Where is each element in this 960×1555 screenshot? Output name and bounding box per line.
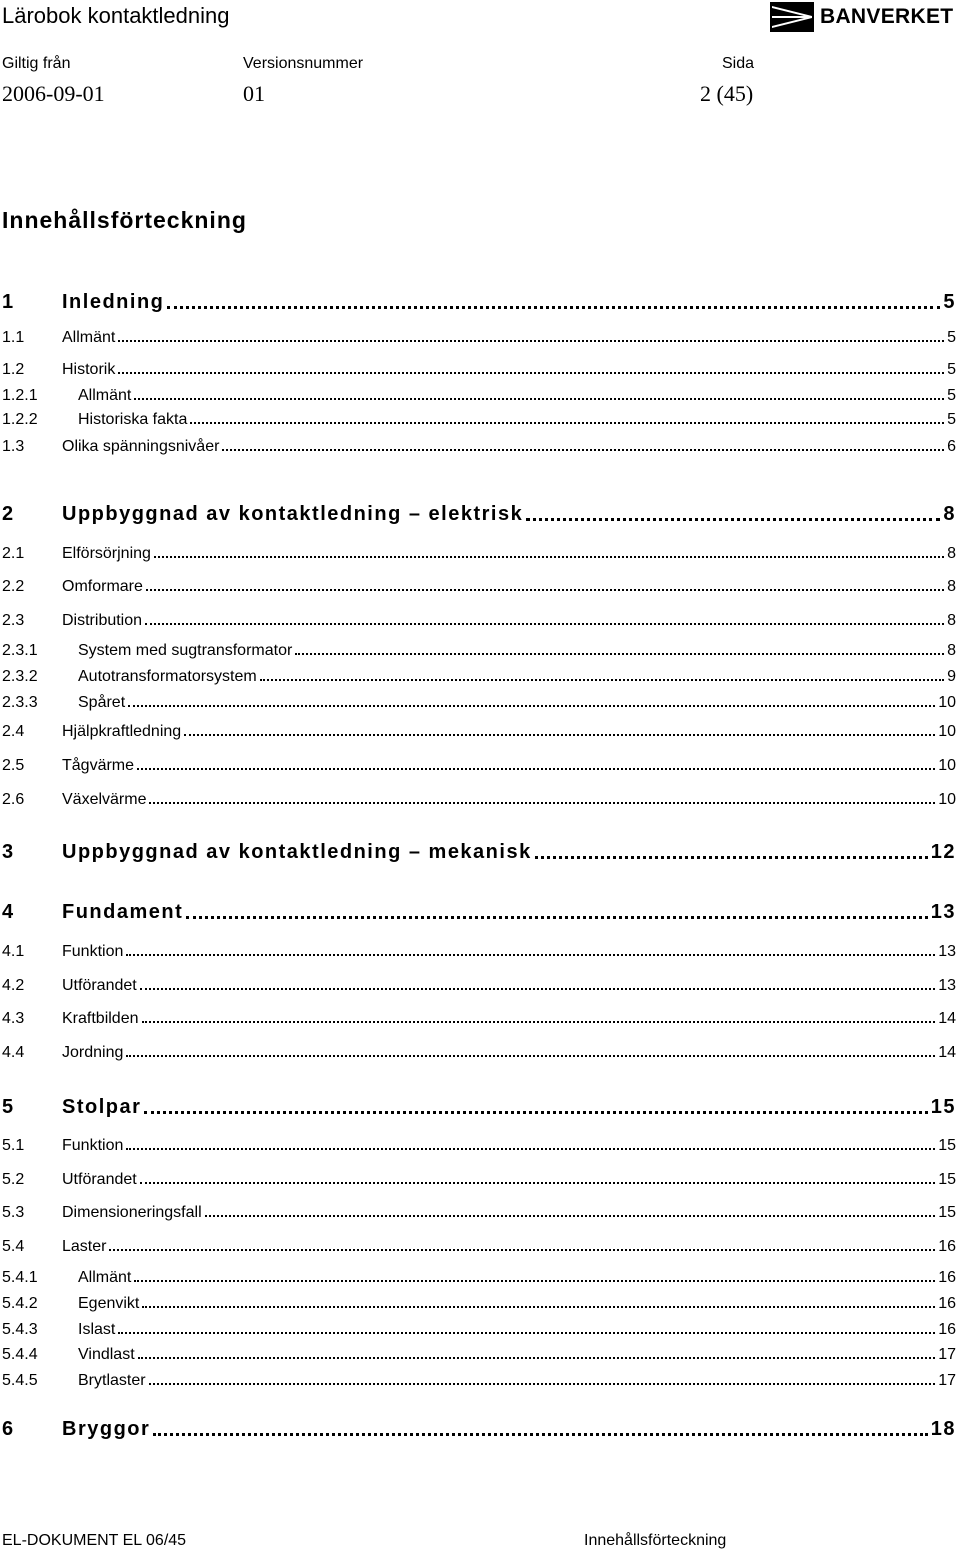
toc-entry-number: 2	[2, 503, 15, 525]
toc-entry-title: Historiska fakta	[78, 411, 188, 428]
toc-entry-number: 2.3	[2, 612, 25, 629]
toc-dot-leader	[184, 734, 935, 736]
toc-entry-page: 5	[947, 387, 956, 404]
toc-dot-leader	[222, 449, 944, 451]
toc-entry[interactable]	[0, 1413, 956, 1441]
toc-entry-number: 4	[2, 901, 15, 923]
toc-entry-number: 2.3.1	[2, 642, 38, 659]
toc-entry-page: 16	[938, 1321, 956, 1338]
toc-entry-number: 5.4.1	[2, 1269, 38, 1286]
toc-dot-leader	[137, 768, 935, 770]
toc-entry-page: 8	[947, 578, 956, 595]
toc-dot-leader	[140, 988, 935, 990]
toc-entry-page: 13	[938, 977, 956, 994]
toc-dot-leader	[145, 623, 944, 625]
toc-dot-leader	[134, 1280, 935, 1282]
toc-entry[interactable]	[0, 1006, 956, 1028]
toc-dot-leader	[149, 1383, 936, 1385]
toc-entry-page: 13	[930, 901, 956, 923]
toc-entry[interactable]	[0, 608, 956, 630]
toc-entry-title: Brytlaster	[78, 1372, 146, 1389]
toc-entry-title: Utförandet	[62, 977, 137, 994]
toc-entry-number: 2.4	[2, 723, 25, 740]
toc-entry-number: 2.6	[2, 791, 25, 808]
toc-entry-page: 15	[930, 1096, 956, 1118]
toc-entry-title: Allmänt	[78, 387, 132, 404]
toc-entry[interactable]	[0, 574, 956, 596]
toc-entry[interactable]	[0, 1342, 956, 1364]
toc-entry[interactable]	[0, 1133, 956, 1155]
toc-dot-leader	[260, 679, 944, 681]
toc-entry-page: 5	[947, 329, 956, 346]
toc-dot-leader	[142, 1021, 936, 1023]
toc-entry-number: 1.3	[2, 438, 25, 455]
toc-entry[interactable]	[0, 1265, 956, 1287]
toc-entry-title: Kraftbilden	[62, 1010, 139, 1027]
toc-entry-title: Historik	[62, 361, 116, 378]
toc-entry-title: Uppbyggnad av kontaktledning – elektrisk	[62, 503, 524, 525]
toc-entry[interactable]	[0, 1368, 956, 1390]
toc-entry-page: 10	[938, 757, 956, 774]
toc-entry-title: Laster	[62, 1238, 107, 1255]
toc-entry-title: Allmänt	[62, 329, 116, 346]
toc-entry-number: 1.2	[2, 361, 25, 378]
toc-entry[interactable]	[0, 753, 956, 775]
toc-dot-leader	[153, 1433, 927, 1436]
toc-entry-title: Uppbyggnad av kontaktledning – mekanisk	[62, 841, 532, 863]
toc-dot-leader	[205, 1215, 936, 1217]
toc-entry[interactable]	[0, 1291, 956, 1313]
toc-entry-title: Olika spänningsnivåer	[62, 438, 220, 455]
banverket-logo-icon	[770, 2, 814, 32]
toc-entry[interactable]	[0, 1091, 956, 1119]
toc-entry-page: 18	[930, 1418, 956, 1440]
toc-entry-page: 8	[947, 642, 956, 659]
toc-entry[interactable]	[0, 939, 956, 961]
toc-entry[interactable]	[0, 719, 956, 741]
toc-entry-number: 6	[2, 1418, 15, 1440]
toc-entry[interactable]	[0, 1234, 956, 1256]
toc-entry-title: Autotransformatorsystem	[78, 668, 257, 685]
toc-entry-title: Funktion	[62, 943, 124, 960]
toc-entry[interactable]	[0, 1040, 956, 1062]
toc-entry-title: Allmänt	[78, 1269, 132, 1286]
toc-entry-page: 13	[938, 943, 956, 960]
toc-entry[interactable]	[0, 407, 956, 429]
toc-entry-number: 5.4	[2, 1238, 25, 1255]
toc-dot-leader	[190, 422, 944, 424]
toc-entry-page: 10	[938, 791, 956, 808]
toc-entry[interactable]	[0, 787, 956, 809]
toc-dot-leader	[149, 802, 935, 804]
toc-entry-title: Jordning	[62, 1044, 124, 1061]
toc-dot-leader	[109, 1249, 935, 1251]
toc-entry-title: Elförsörjning	[62, 545, 151, 562]
toc-entry-page: 9	[947, 668, 956, 685]
toc-entry-number: 4.2	[2, 977, 25, 994]
toc-dot-leader	[295, 653, 944, 655]
toc-dot-leader	[144, 1111, 927, 1114]
toc-entry[interactable]	[0, 1167, 956, 1189]
version-label: Versionsnummer	[243, 55, 364, 72]
toc-entry[interactable]	[0, 434, 956, 456]
valid-from-value: 2006-09-01	[2, 81, 105, 106]
toc-dot-leader	[526, 518, 940, 521]
toc-entry-page: 6	[947, 438, 956, 455]
toc-entry-page: 16	[938, 1238, 956, 1255]
toc-dot-leader	[140, 1182, 935, 1184]
toc-entry-number: 2.2	[2, 578, 25, 595]
toc-dot-leader	[142, 1306, 935, 1308]
toc-entry-page: 5	[947, 361, 956, 378]
toc-entry-number: 5	[2, 1096, 15, 1118]
toc-entry-number: 1.2.2	[2, 411, 38, 428]
toc-entry-page: 14	[938, 1010, 956, 1027]
toc-entry[interactable]	[0, 664, 956, 686]
toc-entry-title: Omformare	[62, 578, 143, 595]
toc-entry[interactable]	[0, 836, 956, 864]
logo-text: BANVERKET	[820, 5, 954, 28]
toc-entry-number: 2.5	[2, 757, 25, 774]
toc-entry-number: 5.2	[2, 1171, 25, 1188]
toc-entry-number: 2.3.3	[2, 694, 38, 711]
toc-dot-leader	[134, 398, 944, 400]
toc-entry-number: 3	[2, 841, 15, 863]
toc-entry[interactable]	[0, 357, 956, 379]
toc-entry-number: 1.1	[2, 329, 25, 346]
toc-entry-title: Distribution	[62, 612, 143, 629]
toc-dot-leader	[118, 340, 944, 342]
toc-entry[interactable]	[0, 541, 956, 563]
toc-entry-title: Hjälpkraftledning	[62, 723, 182, 740]
toc-dot-leader	[535, 856, 928, 859]
banverket-logo	[770, 2, 954, 32]
toc-entry[interactable]	[0, 896, 956, 924]
toc-entry-number: 2.3.2	[2, 668, 38, 685]
footer-document-id: EL-DOKUMENT EL 06/45	[2, 1532, 187, 1549]
toc-entry-page: 8	[947, 545, 956, 562]
toc-entry-page: 15	[938, 1171, 956, 1188]
toc-entry[interactable]	[0, 498, 956, 526]
toc-entry-title: Spåret	[78, 694, 126, 711]
toc-entry-title: Vindlast	[78, 1346, 135, 1363]
toc-entry[interactable]	[0, 690, 956, 712]
toc-entry-title: Stolpar	[62, 1096, 142, 1118]
toc-dot-leader	[118, 1332, 935, 1334]
toc-entry-number: 5.4.5	[2, 1372, 38, 1389]
toc-dot-leader	[167, 306, 940, 309]
toc-entry-title: Tågvärme	[62, 757, 135, 774]
toc-entry[interactable]	[0, 286, 956, 314]
toc-entry-page: 17	[938, 1346, 956, 1363]
toc-heading: Innehållsförteckning	[2, 207, 247, 233]
toc-entry-number: 4.1	[2, 943, 25, 960]
toc-entry-title: Inledning	[62, 291, 165, 313]
toc-entry-page: 15	[938, 1137, 956, 1154]
toc-entry-number: 1	[2, 291, 15, 313]
toc-entry-page: 12	[930, 841, 956, 863]
toc-entry-page: 5	[943, 291, 956, 313]
page-value: 2 (45)	[700, 81, 754, 106]
toc-entry-number: 5.1	[2, 1137, 25, 1154]
toc-entry-page: 10	[938, 694, 956, 711]
toc-entry[interactable]	[0, 1317, 956, 1339]
toc-entry-page: 10	[938, 723, 956, 740]
toc-entry-page: 16	[938, 1269, 956, 1286]
toc-entry-number: 4.4	[2, 1044, 25, 1061]
toc-dot-leader	[186, 916, 927, 919]
toc-entry-title: Växelvärme	[62, 791, 147, 808]
toc-entry-number: 5.4.4	[2, 1346, 38, 1363]
version-value: 01	[243, 81, 265, 106]
toc-entry[interactable]	[0, 638, 956, 660]
toc-entry[interactable]	[0, 1200, 956, 1222]
toc-entry-page: 17	[938, 1372, 956, 1389]
toc-entry-page: 8	[943, 503, 956, 525]
toc-dot-leader	[126, 954, 935, 956]
toc-entry-title: Dimensioneringsfall	[62, 1204, 202, 1221]
toc-dot-leader	[138, 1357, 936, 1359]
toc-dot-leader	[154, 556, 944, 558]
toc-dot-leader	[118, 372, 944, 374]
toc-entry-title: Fundament	[62, 901, 184, 923]
page-label: Sida	[722, 55, 755, 72]
toc-dot-leader	[128, 705, 935, 707]
toc-entry-title: Funktion	[62, 1137, 124, 1154]
toc-entry[interactable]	[0, 383, 956, 405]
toc-entry-number: 1.2.1	[2, 387, 38, 404]
toc-entry[interactable]	[0, 325, 956, 347]
toc-dot-leader	[126, 1055, 935, 1057]
toc-entry-number: 5.4.3	[2, 1321, 38, 1338]
toc-entry-page: 8	[947, 612, 956, 629]
valid-from-label: Giltig från	[2, 55, 71, 72]
toc-entry[interactable]	[0, 973, 956, 995]
toc-entry-number: 4.3	[2, 1010, 25, 1027]
toc-entry-page: 16	[938, 1295, 956, 1312]
toc-entry-page: 5	[947, 411, 956, 428]
toc-dot-leader	[126, 1148, 935, 1150]
toc-entry-title: Utförandet	[62, 1171, 137, 1188]
toc-entry-title: System med sugtransformator	[78, 642, 293, 659]
toc-entry-page: 15	[938, 1204, 956, 1221]
footer-section-name: Innehållsförteckning	[584, 1532, 727, 1549]
toc-entry-title: Bryggor	[62, 1418, 151, 1440]
toc-entry-title: Egenvikt	[78, 1295, 140, 1312]
document-title: Lärobok kontaktledning	[2, 3, 230, 28]
toc-entry-number: 2.1	[2, 545, 25, 562]
toc-entry-number: 5.4.2	[2, 1295, 38, 1312]
toc-dot-leader	[146, 589, 944, 591]
toc-entry-page: 14	[938, 1044, 956, 1061]
toc-entry-number: 5.3	[2, 1204, 25, 1221]
toc-entry-title: Islast	[78, 1321, 116, 1338]
